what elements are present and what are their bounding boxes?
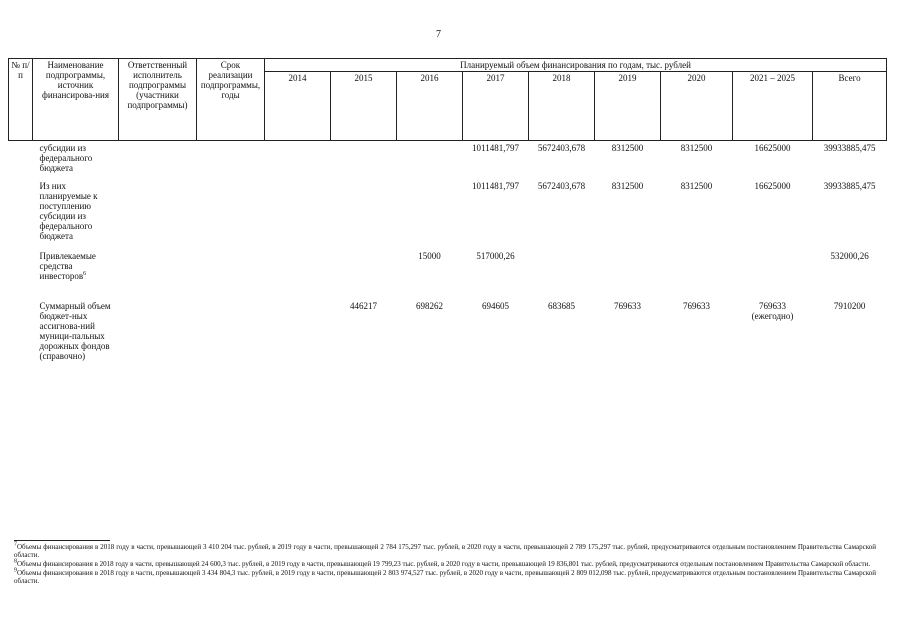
cell-total: 7910200 [833, 301, 866, 311]
cell-2021-2025: 769633 [759, 301, 786, 311]
cell-2020 [661, 251, 733, 301]
year-2015: 2015 [331, 72, 397, 141]
year-2021-2025: 2021 – 2025 [733, 72, 813, 141]
row-name: Суммарный объем бюджет-ных ассигнова-ний муници-пальных дорожных фондов (справочно) [39, 301, 111, 361]
cell-total: 532000,26 [830, 251, 869, 261]
header-planned: Планируемый объем финансирования по годам, тыс. рублей [265, 59, 887, 72]
table-header-row [9, 59, 887, 72]
cell-2017: 517000,26 [476, 251, 515, 261]
cell-2016 [397, 141, 463, 182]
year-total: Всего [813, 72, 887, 141]
footnote-text: Объемы финансирования в 2018 году в части, превышающей 24 600,3 тыс. рублей, в 2019 году в части, превышающей 19 799,23 тыс. рублей, в 2020 году в части, превышающей 19 836,801 тыс. рублей, предусматриваются отдельным постановлением Правительства Самарской области. [17, 560, 871, 568]
cell-2021-2025 [733, 251, 813, 301]
cell-2014 [265, 301, 331, 396]
cell-2020: 8312500 [680, 143, 713, 153]
annual-note: (ежегодно) [751, 311, 794, 321]
financing-table [8, 58, 886, 396]
cell-2015 [331, 141, 397, 182]
table-row [9, 181, 887, 251]
footnote-mark: 8 [14, 558, 17, 565]
table-row [9, 141, 887, 182]
year-2014: 2014 [265, 72, 331, 141]
footnote [14, 560, 876, 568]
cell-total: 39933885,475 [823, 143, 876, 153]
header-name: Наименование подпрограммы, источник финансирова-ния [33, 59, 119, 141]
cell-2014 [265, 251, 331, 301]
cell-2020: 8312500 [680, 181, 713, 191]
footnote-text: Объемы финансирования в 2018 году в части, превышающей 3 434 804,3 тыс. рублей, в 2019 году в части, превышающей 2 803 974,527 тыс. рублей, в 2020 году в части, превышающей 2 809 012,098 тыс. рублей, предусматриваются отдельным постановлением Правительства Самарской области. [14, 569, 876, 585]
cell-2015: 446217 [350, 301, 377, 311]
cell-2019: 769633 [614, 301, 641, 311]
cell-2018: 5672403,678 [537, 143, 586, 153]
cell-2016: 15000 [418, 251, 441, 261]
year-2016: 2016 [397, 72, 463, 141]
footnote-text: Объемы финансирования в 2018 году в части, превышающей 3 410 204 тыс. рублей, в 2019 году в части, превышающей 2 784 175,297 тыс. рублей, в 2020 году в части, превышающей 2 789 175,297 тыс. рублей, предусматриваются отдельным постановлением Правительства Самарской области. [14, 543, 876, 559]
year-2017: 2017 [463, 72, 529, 141]
cell-2014 [265, 141, 331, 182]
footnote-divider [14, 540, 110, 541]
cell-2018 [529, 251, 595, 301]
footnote [14, 543, 876, 559]
footnotes [14, 540, 876, 586]
page-number: 7 [436, 29, 441, 40]
footnote-mark: 7 [14, 541, 17, 548]
cell-2017: 694605 [482, 301, 509, 311]
year-2020: 2020 [661, 72, 733, 141]
table-row [9, 251, 887, 301]
header-term: Срок реализации подпрограммы, годы [197, 59, 265, 141]
cell-2021-2025: 16625000 [754, 143, 791, 153]
cell-2017: 1011481,797 [472, 143, 519, 153]
cell-2014 [265, 181, 331, 251]
year-2019: 2019 [595, 72, 661, 141]
cell-2018: 683685 [548, 301, 575, 311]
row-name: Привлекаемые средства инвесторов [39, 251, 96, 281]
cell-2020: 769633 [683, 301, 710, 311]
cell-2015 [331, 181, 397, 251]
cell-2019: 8312500 [611, 143, 644, 153]
footnote-mark: 6 [83, 271, 87, 277]
row-name: субсидии из федерального бюджета [39, 143, 93, 173]
cell-2017: 1011481,797 [472, 181, 519, 191]
cell-total: 39933885,475 [823, 181, 876, 191]
footnote-mark: 9 [14, 567, 17, 574]
cell-2016 [397, 181, 463, 251]
header-executor: Ответственный исполнитель подпрограммы (участники подпрограммы) [119, 59, 197, 141]
cell-2016: 698262 [416, 301, 443, 311]
header-num: № п/п [9, 59, 33, 141]
cell-2015 [331, 251, 397, 301]
row-name: Из них планируемые к поступлению субсидии из федерального бюджета [39, 181, 98, 241]
footnote [14, 569, 876, 585]
cell-2021-2025: 16625000 [754, 181, 791, 191]
cell-2018: 5672403,678 [537, 181, 586, 191]
cell-2019: 8312500 [611, 181, 644, 191]
year-2018: 2018 [529, 72, 595, 141]
table-row [9, 301, 887, 396]
cell-2019 [595, 251, 661, 301]
